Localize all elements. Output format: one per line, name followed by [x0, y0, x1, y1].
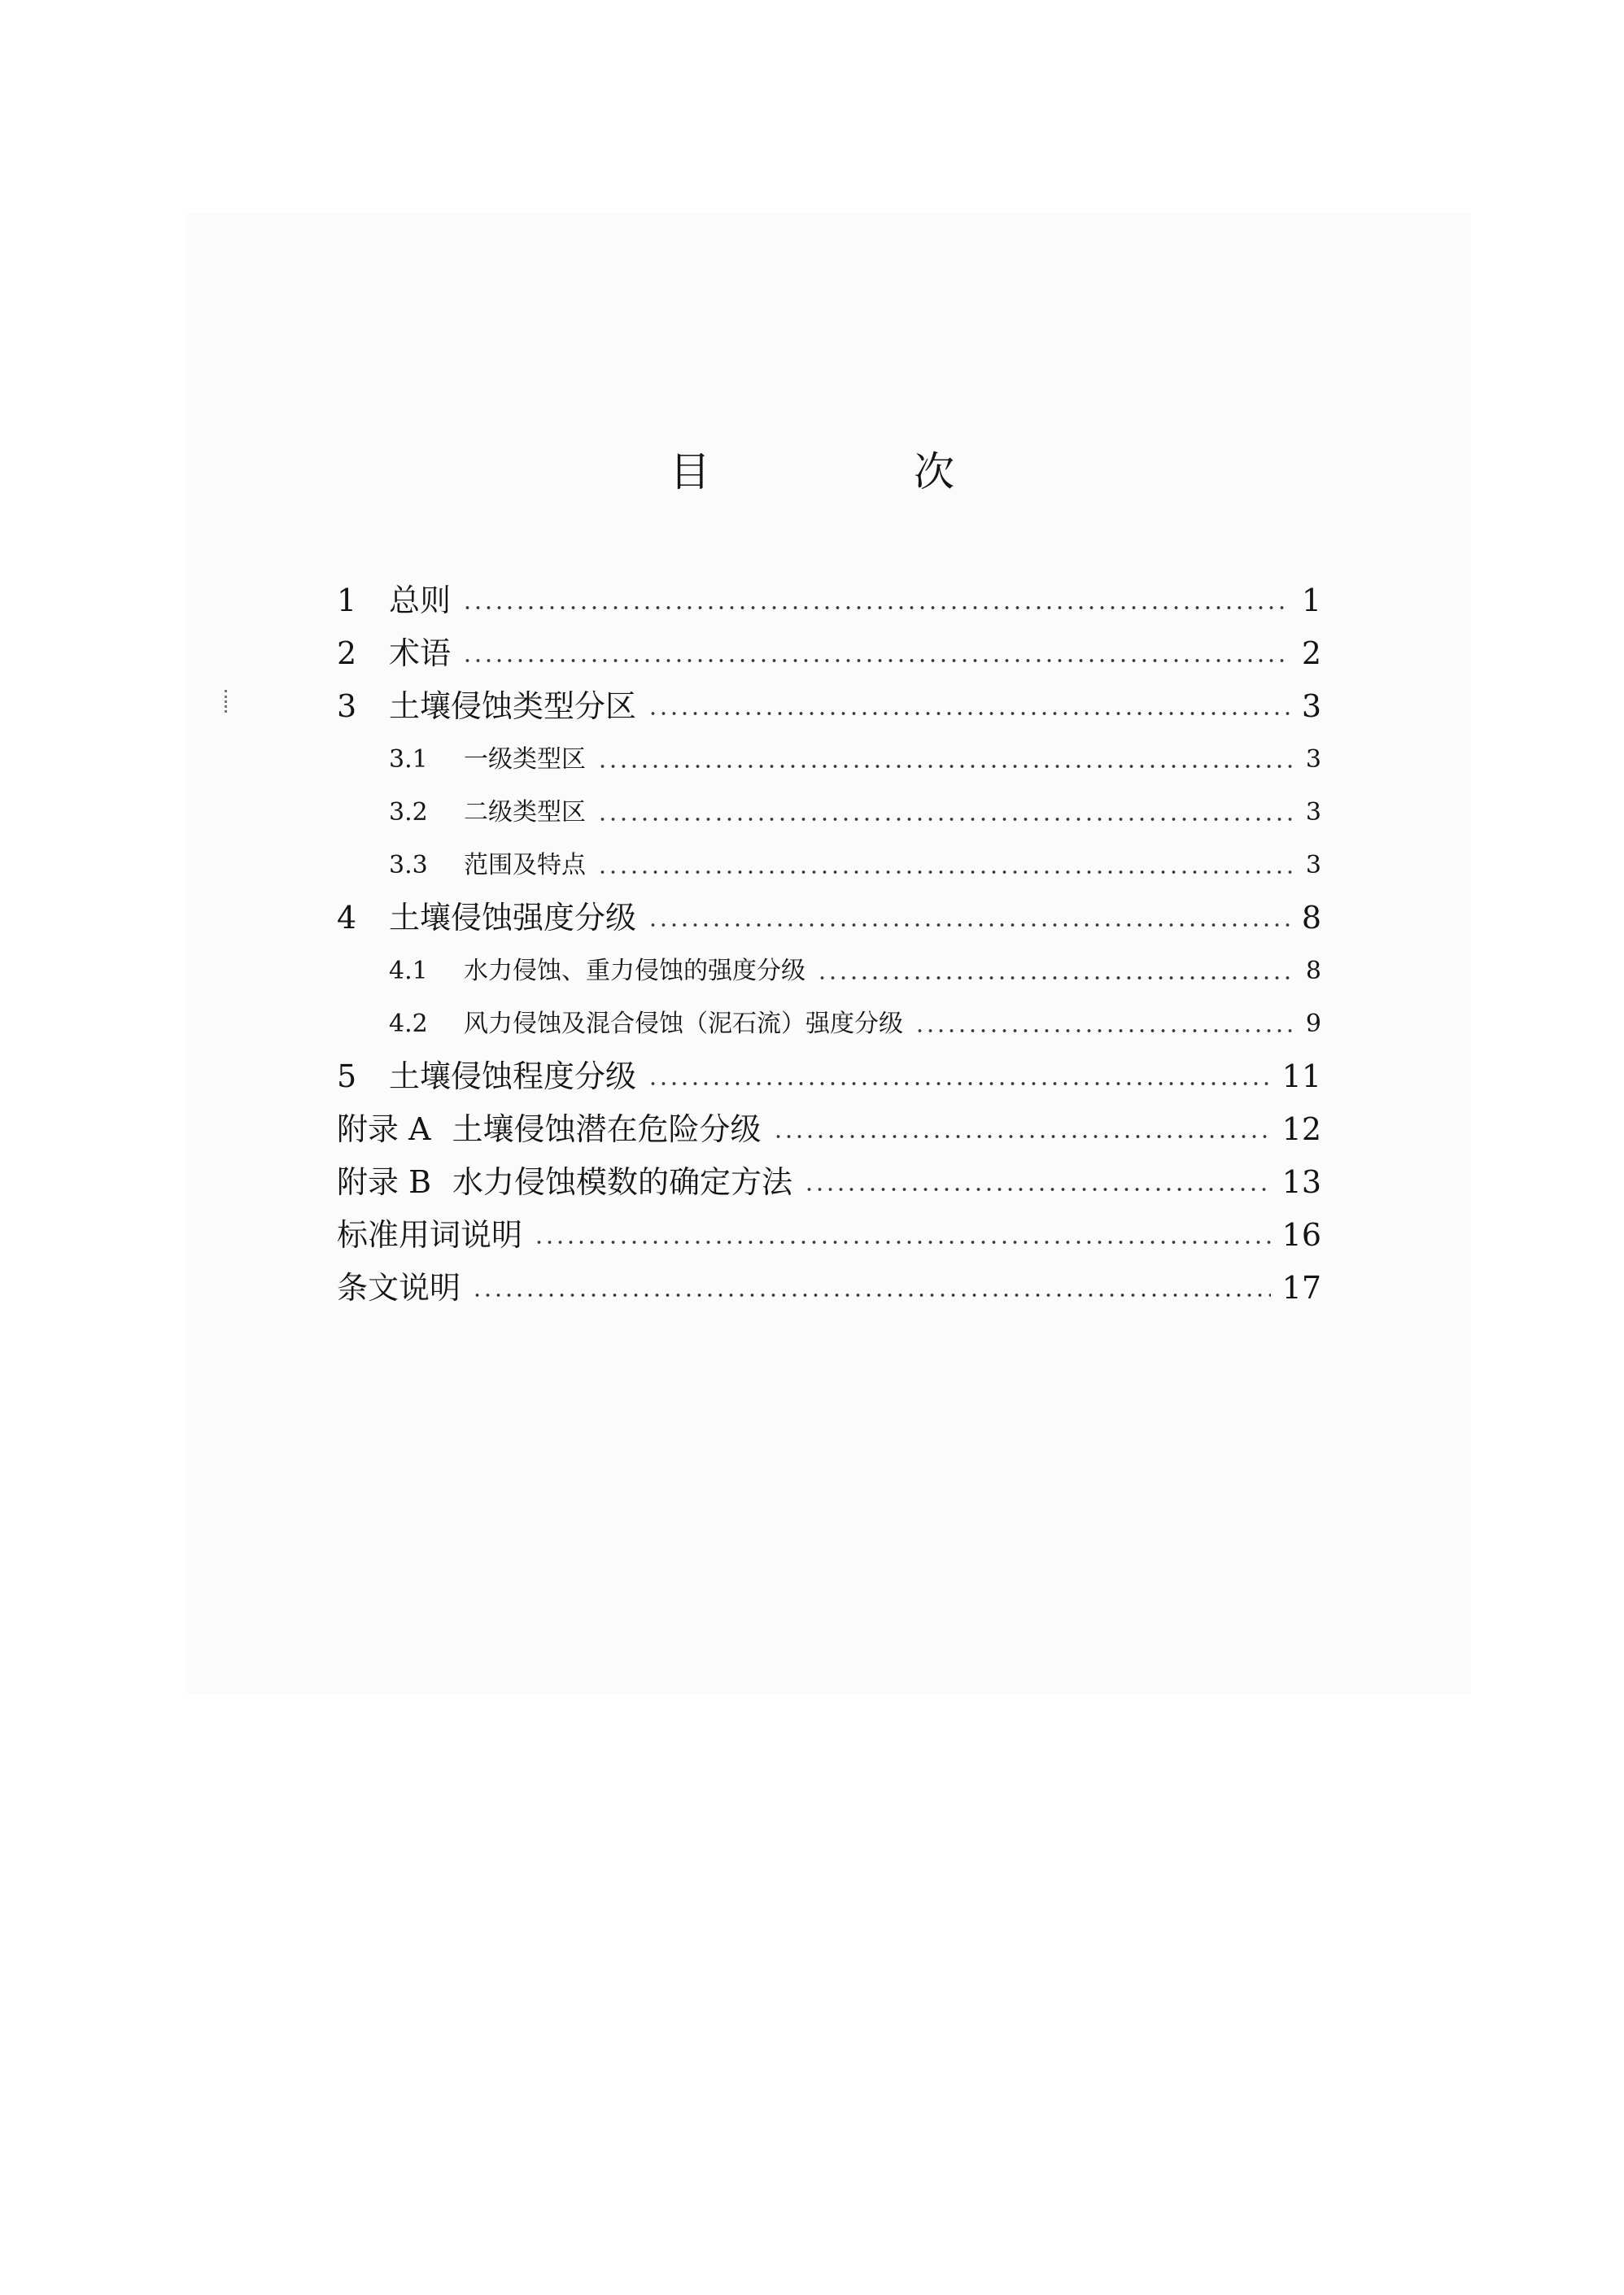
dot-leader: [534, 1240, 1271, 1245]
toc-entry-number: 4: [337, 900, 357, 936]
toc-entry-title: 土壤侵蚀程度分级: [389, 1058, 637, 1094]
dot-leader: [648, 1081, 1271, 1086]
toc-entry-number: 3.1: [389, 745, 428, 774]
dot-leader: [597, 764, 1294, 769]
dot-leader: [773, 1134, 1271, 1139]
toc-entry-title: 水力侵蚀、重力侵蚀的强度分级: [464, 957, 805, 985]
toc-entry-4[interactable]: [337, 892, 1321, 945]
toc-entry-title: 一级类型区: [464, 745, 586, 774]
toc-entry-page: 3: [1305, 745, 1321, 774]
toc-entry-page: 2: [1301, 635, 1321, 671]
toc-entry-appendix-b[interactable]: [337, 1156, 1321, 1209]
dot-leader: [462, 605, 1290, 610]
toc-entry-number: 3.2: [389, 798, 428, 827]
toc-entry-number: 1: [337, 582, 357, 618]
toc-entry-page: 12: [1281, 1111, 1321, 1147]
toc-entry-appendix-a[interactable]: [337, 1103, 1321, 1156]
toc-entry-page: 17: [1281, 1270, 1321, 1306]
dot-leader: [597, 817, 1294, 822]
toc-entry-page: 11: [1281, 1058, 1321, 1094]
toc-entry-2[interactable]: [337, 627, 1321, 680]
toc-entry-page: 16: [1281, 1217, 1321, 1253]
dot-leader: [648, 711, 1290, 716]
toc-entry-page: 1: [1301, 582, 1321, 618]
toc-entry-page: 3: [1301, 688, 1321, 724]
toc-entry-page: 8: [1301, 900, 1321, 936]
dot-leader: [817, 975, 1294, 980]
toc-entry-5[interactable]: [337, 1050, 1321, 1103]
toc-entry-number: 5: [337, 1058, 357, 1094]
dot-leader: [462, 658, 1290, 663]
toc-entry-title: 水力侵蚀模数的确定方法: [452, 1164, 793, 1200]
toc-entry-standard-terms[interactable]: [337, 1209, 1321, 1262]
toc-entry-1[interactable]: [337, 574, 1321, 627]
toc-entry-number: 2: [337, 635, 357, 671]
toc-entry-3[interactable]: [337, 680, 1321, 733]
page-title: 目 次: [670, 448, 1036, 495]
dot-leader: [472, 1293, 1271, 1298]
toc-entry-page: 3: [1305, 798, 1321, 827]
toc-entry-page: 3: [1305, 851, 1321, 879]
dot-leader: [597, 870, 1294, 875]
toc-entry-title: 二级类型区: [464, 798, 586, 827]
toc-entry-title: 标准用词说明: [337, 1217, 523, 1253]
toc-entry-3-1[interactable]: [337, 733, 1321, 786]
toc-entry-title: 术语: [389, 635, 452, 671]
toc-entry-3-3[interactable]: [337, 839, 1321, 892]
toc-entry-number: 3: [337, 688, 357, 724]
toc-entry-3-2[interactable]: [337, 786, 1321, 839]
toc-entry-number: 附录 B: [337, 1164, 432, 1200]
toc-entry-number: 4.2: [389, 1010, 428, 1038]
dot-leader: [804, 1187, 1271, 1192]
toc-entry-article-notes[interactable]: [337, 1262, 1321, 1315]
dot-leader: [648, 923, 1290, 927]
toc-entry-title: 土壤侵蚀类型分区: [389, 688, 637, 724]
dot-leader: [915, 1028, 1294, 1033]
scan-speck: [225, 690, 229, 713]
toc-entry-title: 土壤侵蚀强度分级: [389, 900, 637, 936]
toc-entry-title: 风力侵蚀及混合侵蚀（泥石流）强度分级: [464, 1010, 903, 1038]
toc-entry-number: 4.1: [389, 957, 428, 985]
toc-entry-title: 总则: [389, 582, 452, 618]
toc-entry-title: 范围及特点: [464, 851, 586, 879]
toc-entry-title: 条文说明: [337, 1270, 461, 1306]
toc-entry-page: 9: [1305, 1010, 1321, 1038]
toc-entry-number: 附录 A: [337, 1111, 431, 1147]
toc-entry-page: 8: [1305, 957, 1321, 985]
toc-entry-title: 土壤侵蚀潜在危险分级: [452, 1111, 762, 1147]
toc-entry-page: 13: [1281, 1164, 1321, 1200]
table-of-contents: [337, 574, 1321, 1315]
toc-entry-4-2[interactable]: [337, 997, 1321, 1050]
toc-entry-number: 3.3: [389, 851, 428, 879]
toc-entry-4-1[interactable]: [337, 945, 1321, 997]
